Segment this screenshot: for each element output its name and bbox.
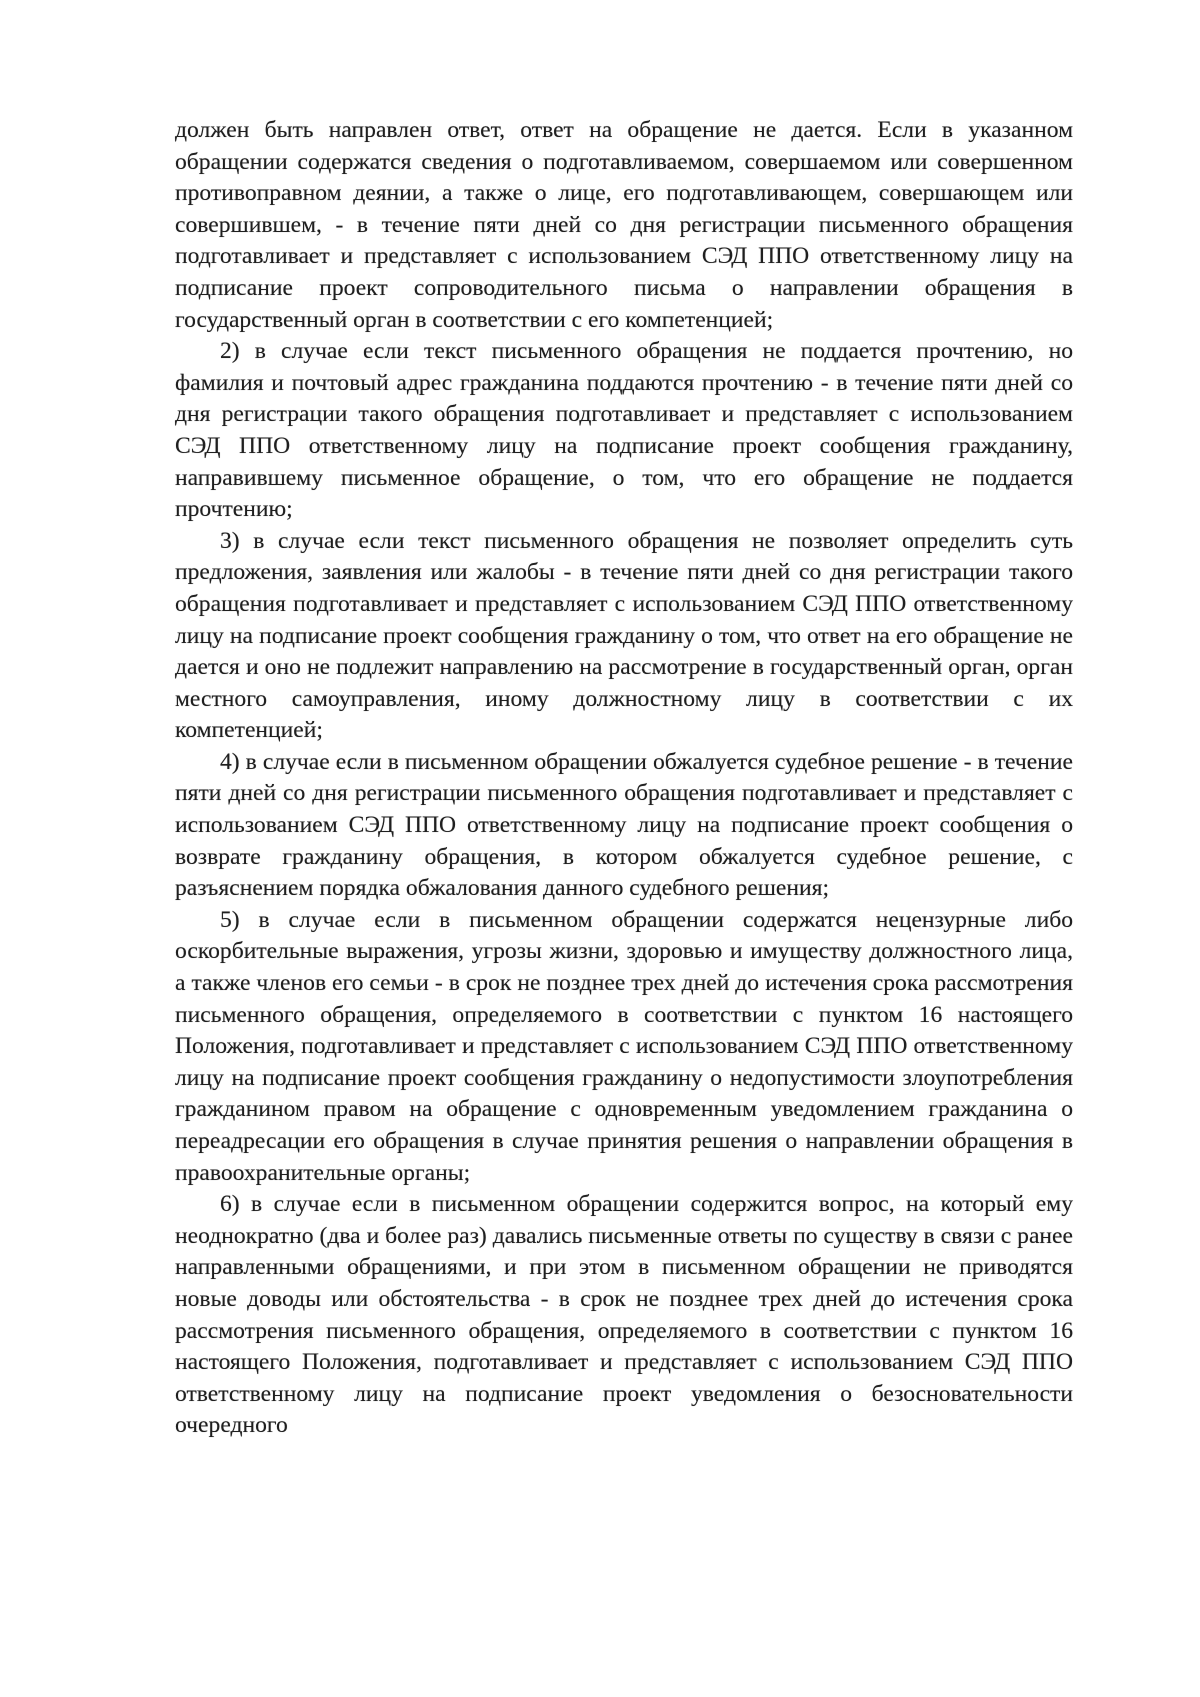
paragraph-item-3: 3) в случае если текст письменного обращения не позволяет определить суть предложения, заявления или жалобы - в течение пяти дней со дня регистрации такого обращения подготавливает и представляет с использованием СЭД ППО ответственному лицу на подписание проект сообщения гражданину о том, что ответ на его обращение не дается и оно не подлежит направлению на рассмотрение в государственный орган, орган местного самоуправления, иному должностному лицу в соответствии с их компетенцией; (175, 527, 1073, 744)
document-page (175, 115, 1073, 1442)
paragraph-item-6: 6) в случае если в письменном обращении содержится вопрос, на который ему неоднократно (два и более раз) давались письменные ответы по существу в связи с ранее направленными обращениями, и при этом в письменном обращении не приводятся новые доводы или обстоятельства - в срок не позднее трех дней до истечения срока рассмотрения письменного обращения, определяемого в соответствии с пунктом 16 настоящего Положения, подготавливает и представляет с использованием СЭД ППО ответственному лицу на подписание проект уведомления о безосновательности очередного (175, 1191, 1073, 1439)
paragraph-item-4: 4) в случае если в письменном обращении обжалуется судебное решение - в течение пяти дней со дня регистрации письменного обращения подготавливает и представляет с использованием СЭД ППО ответственному лицу на подписание проект сообщения о возврате гражданину обращения, в котором обжалуется судебное решение, с разъяснением порядка обжалования данного судебного решения; (175, 748, 1073, 902)
paragraph-item-5: 5) в случае если в письменном обращении содержатся нецензурные либо оскорбительные выражения, угрозы жизни, здоровью и имуществу должностного лица, а также членов его семьи - в срок не позднее трех дней до истечения срока рассмотрения письменного обращения, определяемого в соответствии с пунктом 16 настоящего Положения, подготавливает и представляет с использованием СЭД ППО ответственному лицу на подписание проект сообщения гражданину о недопустимости злоупотребления гражданином правом на обращение с одновременным уведомлением гражданина о переадресации его обращения в случае принятия решения о направлении обращения в правоохранительные органы; (175, 906, 1073, 1186)
paragraph-item-2: 2) в случае если текст письменного обращения не поддается прочтению, но фамилия и почтовый адрес гражданина поддаются прочтению - в течение пяти дней со дня регистрации такого обращения подготавливает и представляет с использованием СЭД ППО ответственному лицу на подписание проект сообщения гражданину, направившему письменное обращение, о том, что его обращение не поддается прочтению; (175, 338, 1073, 523)
paragraph-continuation: должен быть направлен ответ, ответ на обращение не дается. Если в указанном обращении содержатся сведения о подготавливаемом, совершаемом или совершенном противоправном деянии, а также о лице, его подготавливающем, совершающем или совершившем, - в течение пяти дней со дня регистрации письменного обращения подготавливает и представляет с использованием СЭД ППО ответственному лицу на подписание проект сопроводительного письма о направлении обращения в государственный орган в соответствии с его компетенцией; (175, 117, 1073, 333)
